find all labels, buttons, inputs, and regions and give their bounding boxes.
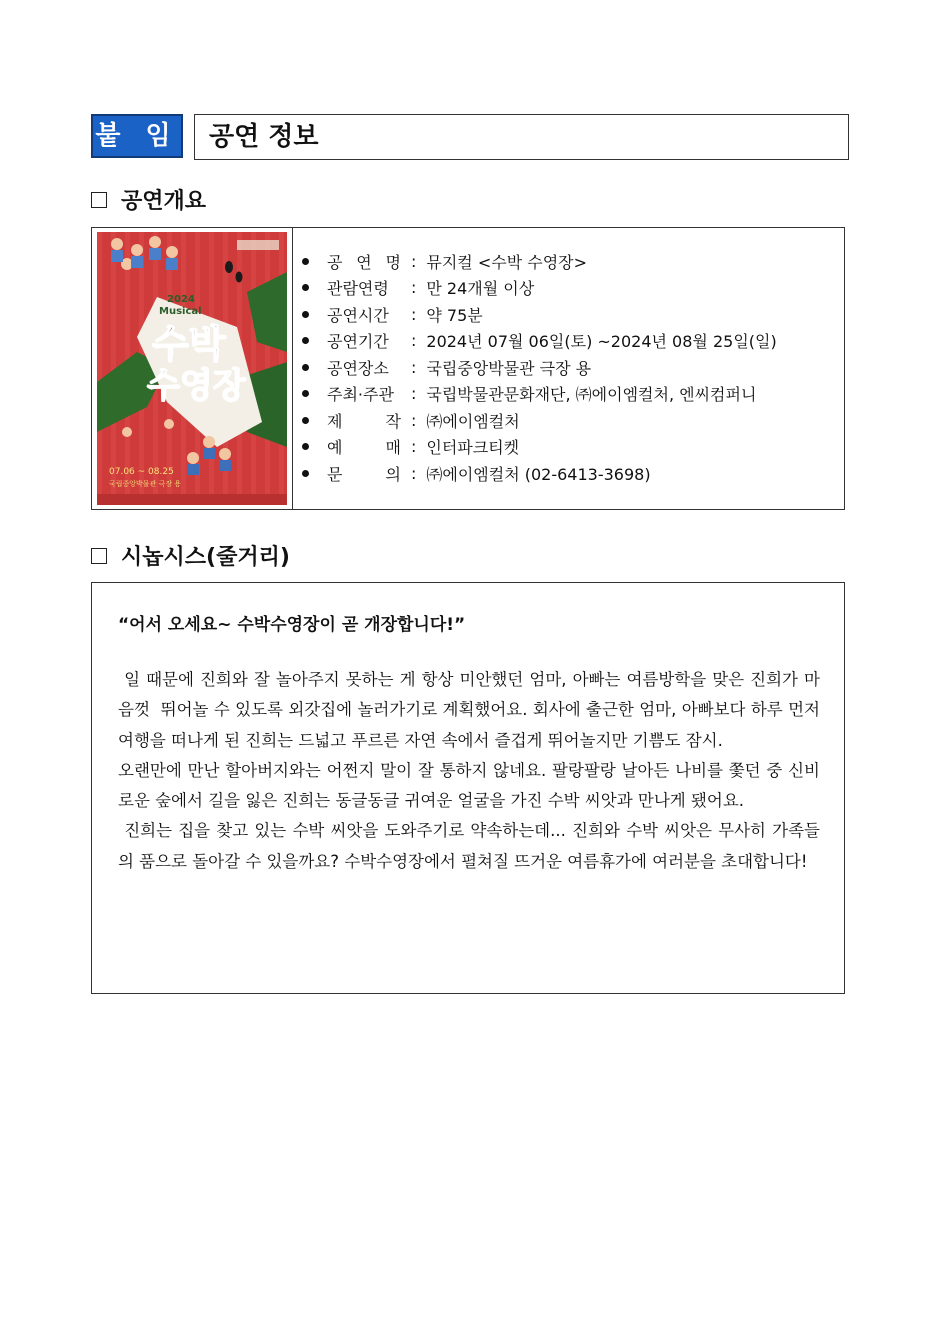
bullet-icon: [302, 258, 309, 265]
info-row: [302, 354, 777, 381]
title-box: [194, 114, 849, 160]
colon: :: [411, 357, 417, 377]
colon: :: [411, 463, 417, 483]
info-label: 관람연령: [327, 279, 389, 299]
info-label: 문 의: [327, 464, 401, 484]
synopsis-box: [91, 582, 845, 994]
info-row: [302, 301, 777, 328]
info-label: 주최·주관: [327, 385, 394, 405]
bullet-icon: [302, 390, 309, 397]
colon: :: [411, 251, 417, 271]
poster-year: 2024: [167, 294, 195, 305]
info-value: 2024년 07월 06일(토) ~2024년 08월 25일(일): [426, 332, 777, 352]
info-row: [302, 434, 777, 461]
overview-heading: [91, 184, 206, 215]
poster-cell: [92, 228, 293, 509]
info-label: 공연기간: [327, 332, 389, 352]
info-row: [302, 328, 777, 355]
poster-title-line2: 수영장: [147, 366, 246, 406]
page-title: 공연 정보: [209, 122, 319, 152]
overview-table: [91, 227, 845, 510]
colon: :: [411, 437, 417, 457]
colon: :: [411, 384, 417, 404]
poster-image: [97, 232, 287, 505]
synopsis-heading: [91, 540, 290, 571]
bullet-icon: [302, 284, 309, 291]
bullet-icon: [302, 364, 309, 371]
info-row: [302, 248, 777, 275]
synopsis-paragraph: 오랜만에 만난 할아버지와는 어쩐지 말이 잘 통하지 않네요. 팔랑팔랑 날아든 나비를 쫓던 중 신비로운 숲에서 길을 잃은 진희는 동글동글 귀여운 얼굴을 가진 수박 씨앗과 만나게 됐어요.: [118, 760, 820, 811]
overview-info-list: [302, 248, 777, 487]
colon: :: [411, 410, 417, 430]
colon: :: [411, 304, 417, 324]
info-value: 뮤지컬 <수박 수영장>: [426, 252, 588, 272]
bullet-icon: [302, 337, 309, 344]
poster-art: [97, 232, 287, 505]
synopsis-paragraph: 일 때문에 진희와 잘 놀아주지 못하는 게 항상 미안했던 엄마, 아빠는 여름방학을 맞은 진희가 마음껏 뛰어놀 수 있도록 외갓집에 놀러가기로 계획했어요. 회사에 출근한 엄마, 아빠보다 하루 먼저 여행을 떠나게 된 진희는 드넓고 푸르른 자연 속에서 즐겁게 뛰어놀지만 기쁨도 잠시.: [118, 670, 826, 750]
bullet-icon: [302, 417, 309, 424]
info-label: 공연장소: [327, 358, 389, 378]
poster-dates: 07.06 ~ 08.25: [109, 467, 174, 477]
info-row: [302, 275, 777, 302]
info-value: 인터파크티켓: [426, 438, 520, 458]
synopsis-heading-text: 시놉시스(줄거리): [121, 545, 290, 570]
info-value: 국립중앙박물관 극장 용: [426, 358, 592, 378]
bullet-icon: [302, 470, 309, 477]
appendix-tag: 붙 임: [91, 114, 183, 158]
info-value: ㈜에이엠컬처: [426, 411, 520, 431]
info-label: 제 작: [327, 411, 401, 431]
overview-heading-text: 공연개요: [121, 189, 207, 214]
info-row: [302, 381, 777, 408]
synopsis-body: [118, 665, 826, 877]
info-row: [302, 460, 777, 487]
info-label: 공연시간: [327, 305, 389, 325]
poster-title-line1: 수박: [152, 322, 226, 366]
checkbox-icon: [91, 548, 107, 564]
bullet-icon: [302, 311, 309, 318]
bullet-icon: [302, 443, 309, 450]
info-value: ㈜에이엠컬처 (02-6413-3698): [426, 464, 651, 484]
info-value: 국립박물관문화재단, ㈜에이엠컬처, 엔씨컴퍼니: [426, 385, 757, 405]
info-value: 약 75분: [426, 305, 483, 325]
info-label: 공 연 명: [327, 252, 401, 272]
checkbox-icon: [91, 192, 107, 208]
colon: :: [411, 331, 417, 351]
poster-venue: 국립중앙박물관 극장 용: [109, 480, 182, 488]
info-row: [302, 407, 777, 434]
info-label: 예 매: [327, 438, 401, 458]
synopsis-quote: “어서 오세요~ 수박수영장이 곧 개장합니다!”: [118, 615, 466, 635]
info-value: 만 24개월 이상: [426, 279, 535, 299]
colon: :: [411, 278, 417, 298]
synopsis-paragraph: 진희는 집을 찾고 있는 수박 씨앗을 도와주기로 약속하는데... 진희와 수박 씨앗은 무사히 가족들의 품으로 돌아갈 수 있을까요? 수박수영장에서 펼쳐질 뜨거운 여름휴가에 여러분을 초대합니다!: [118, 821, 820, 871]
poster-word: Musical: [159, 306, 202, 317]
